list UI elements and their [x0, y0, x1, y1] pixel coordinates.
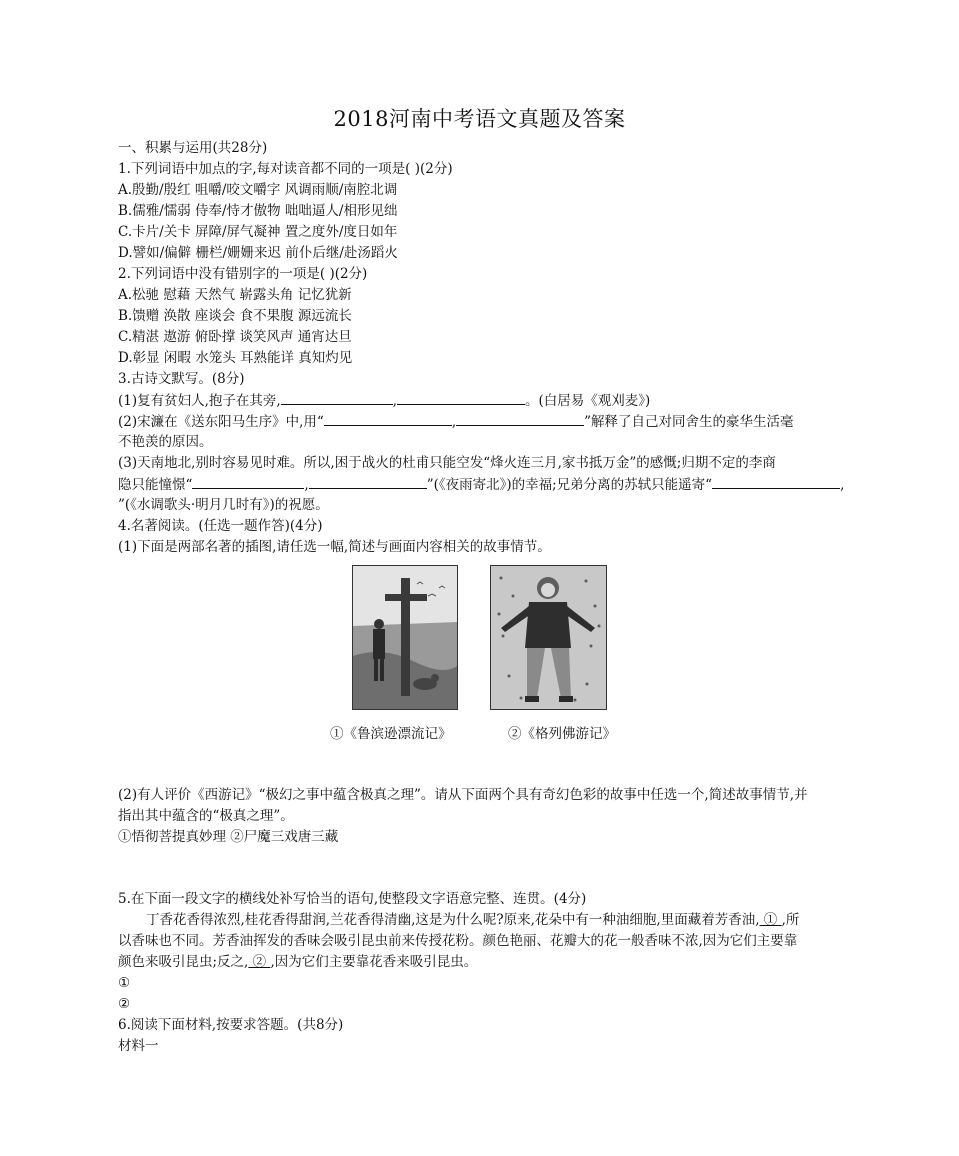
question-1-option-a: A.殷勤/殷红 咀嚼/咬文嚼字 风调雨顺/南腔北调 — [118, 182, 398, 198]
question-6-stem: 6.阅读下面材料,按要求答题。(共8分) — [118, 1017, 344, 1033]
question-4-part-2: (2)有人评价《西游记》“极幻之事中蕴含极真之理”。请从下面两个具有奇幻色彩的故事中任选一个,简述故事情节,并 — [118, 787, 808, 803]
question-3-part-3-cont — [118, 474, 844, 495]
question-1-stem: 1.下列词语中加点的字,每对读音都不同的一项是( )(2分) — [118, 161, 453, 177]
question-2-option-c: C.精湛 遨游 俯卧撑 谈笑风声 通宵达旦 — [118, 329, 352, 345]
question-3-part-2 — [118, 411, 794, 432]
question-3-part-3: (3)天南地北,别时容易见时难。所以,困于战火的杜甫只能空发“烽火连三月,家书抵万金”的感慨;归期不定的李商 — [118, 455, 776, 471]
text: 隐只能憧憬“ — [118, 477, 193, 493]
question-3-stem: 3.古诗文默写。(8分) — [118, 371, 245, 387]
answer-blank[interactable] — [456, 411, 584, 426]
question-4-options: ①悟彻菩提真妙理 ②尸魔三戏唐三藏 — [118, 829, 339, 845]
question-4-part-1: (1)下面是两部名著的插图,请任选一幅,简述与画面内容相关的故事情节。 — [118, 539, 551, 555]
question-1-option-d: D.譬如/偏僻 栅栏/姗姗来迟 前仆后继/赴汤蹈火 — [118, 245, 398, 261]
page-title: 2018河南中考语文真题及答案 — [333, 107, 626, 131]
answer-blank-1[interactable]: ① — [759, 912, 782, 928]
question-5-answer-2: ② — [118, 996, 131, 1012]
caption-robinson: ①《鲁滨逊漂流记》 — [330, 726, 452, 742]
caption-gulliver: ②《格列佛游记》 — [508, 726, 616, 742]
answer-blank[interactable] — [712, 474, 840, 489]
question-3-part-1 — [118, 390, 650, 411]
answer-blank-2[interactable]: ② — [248, 954, 271, 970]
question-4-part-2-cont: 指出其中蕴含的“极真之理”。 — [118, 808, 294, 824]
answer-blank[interactable] — [192, 474, 304, 489]
text: (2)宋濂在《送东阳马生序》中,用“ — [118, 414, 324, 430]
text: , — [304, 477, 309, 493]
text: , — [392, 393, 398, 409]
question-3-part-2-cont: 不艳羡的原因。 — [118, 434, 213, 450]
text: 丁香花香得浓烈,桂花香得甜润,兰花香得清幽,这是为什么呢?原来,花朵中有一种油细胞,里面藏着芳香油, — [146, 912, 760, 928]
question-3-part-3-end: ”(《水调歌头·明月几时有》)的祝愿。 — [118, 497, 329, 513]
question-4-stem: 4.名著阅读。(任选一题作答)(4分) — [118, 518, 323, 534]
question-2-option-a: A.松驰 慰藉 天然气 崭露头角 记忆犹新 — [118, 287, 352, 303]
text: ,所 — [781, 912, 800, 928]
answer-blank[interactable] — [324, 411, 452, 426]
text: (1)复有贫妇人,抱子在其旁, — [118, 393, 281, 409]
question-2-stem: 2.下列词语中没有错别字的一项是( )(2分) — [118, 266, 368, 282]
question-1-option-b: B.儒雅/懦弱 侍奉/恃才傲物 咄咄逼人/相形见绌 — [118, 203, 398, 219]
text: ”(《夜雨寄北》)的幸福;兄弟分离的苏轼只能遥寄“ — [426, 477, 713, 493]
gulliver-illustration — [490, 565, 607, 710]
gulliver-image — [491, 566, 606, 709]
text: , — [840, 477, 845, 493]
robinson-image — [353, 566, 457, 709]
robinson-crusoe-illustration — [352, 565, 458, 710]
text: ”解释了自己对同舍生的豪华生活毫 — [584, 414, 794, 430]
question-5-stem: 5.在下面一段文字的横线处补写恰当的语句,使整段文字语意完整、连贯。(4分) — [118, 891, 587, 907]
text: 颜色来吸引昆虫;反之, — [118, 954, 249, 970]
question-5-text-line-3 — [118, 952, 477, 972]
text: 。(白居易《观刈麦》) — [525, 393, 651, 409]
question-2-option-b: B.馈赠 涣散 座谈会 食不果腹 源远流长 — [118, 308, 352, 324]
question-5-answer-1: ① — [118, 975, 131, 991]
material-1-label: 材料一 — [118, 1038, 159, 1054]
question-2-option-d: D.彰显 闲暇 水笼头 耳熟能详 真知灼见 — [118, 350, 353, 366]
question-5-text-line-2: 以香味也不同。芳香油挥发的香味会吸引昆虫前来传授花粉。颜色艳丽、花瓣大的花一般香味不浓,因为它们主要靠 — [118, 933, 798, 949]
answer-blank[interactable] — [309, 474, 427, 489]
section-heading: 一、积累与运用(共28分) — [118, 140, 268, 156]
text: , — [451, 414, 457, 430]
answer-blank[interactable] — [397, 390, 525, 405]
answer-blank[interactable] — [281, 390, 393, 405]
question-5-text-line-1 — [146, 910, 799, 930]
text: ,因为它们主要靠花香来吸引昆虫。 — [270, 954, 478, 970]
question-1-option-c: C.卡片/关卡 屏障/屏气凝神 置之度外/度日如年 — [118, 224, 398, 240]
